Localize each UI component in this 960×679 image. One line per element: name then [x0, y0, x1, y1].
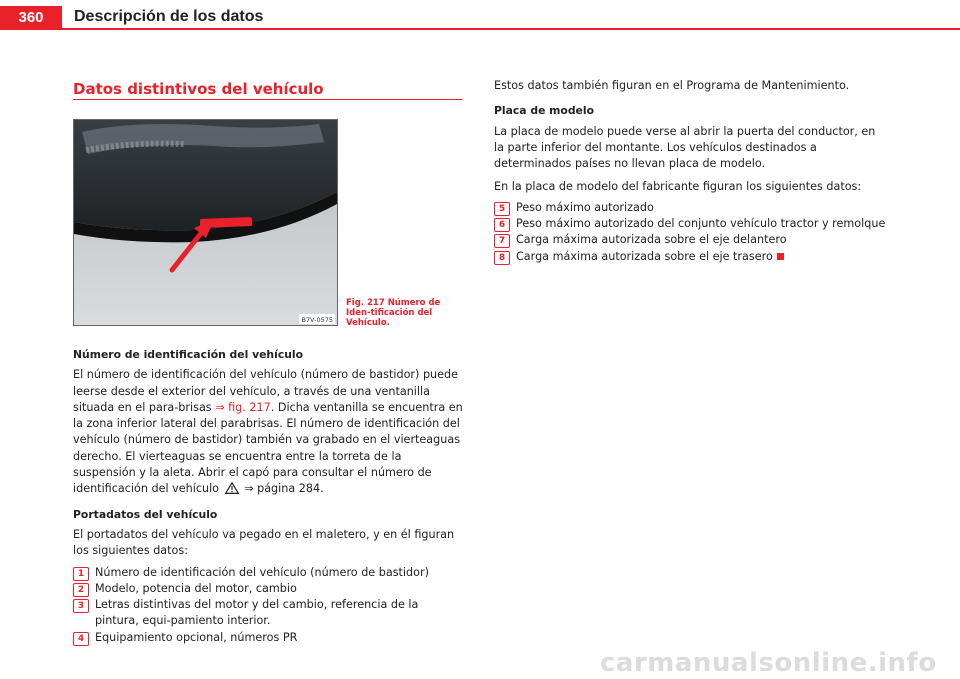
placa-list-intro: En la placa de modelo del fabricante figuran los siguientes datos: — [494, 180, 862, 194]
list-item — [73, 630, 463, 646]
list-item — [73, 565, 463, 581]
list-item-text: Peso máximo autorizado del conjunto vehículo tractor y remolque — [516, 217, 886, 231]
list-item-text: Equipamiento opcional, números PR — [95, 630, 298, 644]
list-item-text: Número de identificación del vehículo (número de bastidor) — [95, 565, 429, 579]
maintenance-note: Estos datos también figuran en el Programa de Mantenimiento. — [494, 79, 850, 92]
windshield-illustration — [74, 120, 337, 325]
list-item-text: Letras distintivas del motor y del cambio, referencia de la pintura, equi-pamiento interior. — [95, 598, 419, 628]
header-rule — [0, 28, 960, 30]
list-item — [494, 249, 886, 265]
list-item-text: Modelo, potencia del motor, cambio — [95, 581, 297, 595]
list-item-text: Carga máxima autorizada sobre el eje trasero — [516, 249, 773, 263]
section-rule — [73, 99, 462, 100]
list-item-text: Peso máximo autorizado — [516, 200, 654, 214]
right-column — [494, 78, 886, 265]
item-number-badge: 2 — [73, 583, 89, 597]
portadatos-heading: Portadatos del vehículo — [73, 507, 218, 521]
placa-paragraph: La placa de modelo puede verse al abrir la puerta del conductor, en la parte inferior del montante. Los vehículos destinados a determinados países no llevan placa de modelo. — [494, 124, 876, 171]
warning-triangle-icon — [225, 482, 239, 494]
left-column — [73, 347, 463, 646]
figure-217-link[interactable]: ⇒ fig. 217 — [215, 400, 271, 414]
list-item — [73, 581, 463, 597]
page-number: 360 — [0, 6, 62, 28]
page-header-title: Descripción de los datos — [74, 8, 264, 25]
list-item-text: Carga máxima autorizada sobre el eje delantero — [516, 233, 787, 247]
portadatos-list — [73, 565, 463, 646]
portadatos-intro: El portadatos del vehículo va pegado en el maletero, y en él figuran los siguientes datos: — [73, 527, 455, 558]
item-number-badge: 7 — [494, 234, 510, 248]
vin-text-b: . Dicha ventanilla se encuentra en la zona inferior lateral del parabrisas. El número de identificación del vehículo (número de bastidor) también va grabado en el vierteaguas derecho. El vierteaguas se encuentra entre la torreta de la suspensión y la aleta. Abrir el capó para consultar el número de identificación del vehículo — [73, 400, 463, 496]
placa-heading: Placa de modelo — [494, 104, 594, 118]
item-number-badge: 5 — [494, 202, 510, 216]
item-number-badge: 6 — [494, 218, 510, 232]
list-item — [494, 216, 886, 232]
item-number-badge: 8 — [494, 251, 510, 265]
figure-caption: Fig. 217 Número de Iden-tificación del Vehículo. — [346, 298, 441, 328]
windshield-vin-figure — [73, 119, 338, 326]
section-end-marker — [777, 253, 784, 260]
item-number-badge: 4 — [73, 632, 89, 646]
section-title: Datos distintivos del vehículo — [73, 80, 324, 98]
vin-heading: Número de identificación del vehículo — [73, 348, 304, 361]
list-item — [73, 597, 463, 630]
figure-code: B7V-0575 — [301, 316, 333, 324]
placa-list — [494, 200, 886, 265]
vin-paragraph — [73, 367, 463, 497]
page-284-link[interactable]: ⇒ página 284. — [244, 482, 324, 496]
list-item — [494, 232, 886, 248]
vin-text-a: El número de identificación del vehículo (número de bastidor) puede leerse desde el exterior del vehículo, a través de una ventanilla situada en el para-brisas — [73, 368, 459, 414]
list-item — [494, 200, 886, 216]
watermark: carmanualsonline.info — [600, 648, 937, 678]
item-number-badge: 1 — [73, 567, 89, 581]
item-number-badge: 3 — [73, 599, 89, 613]
